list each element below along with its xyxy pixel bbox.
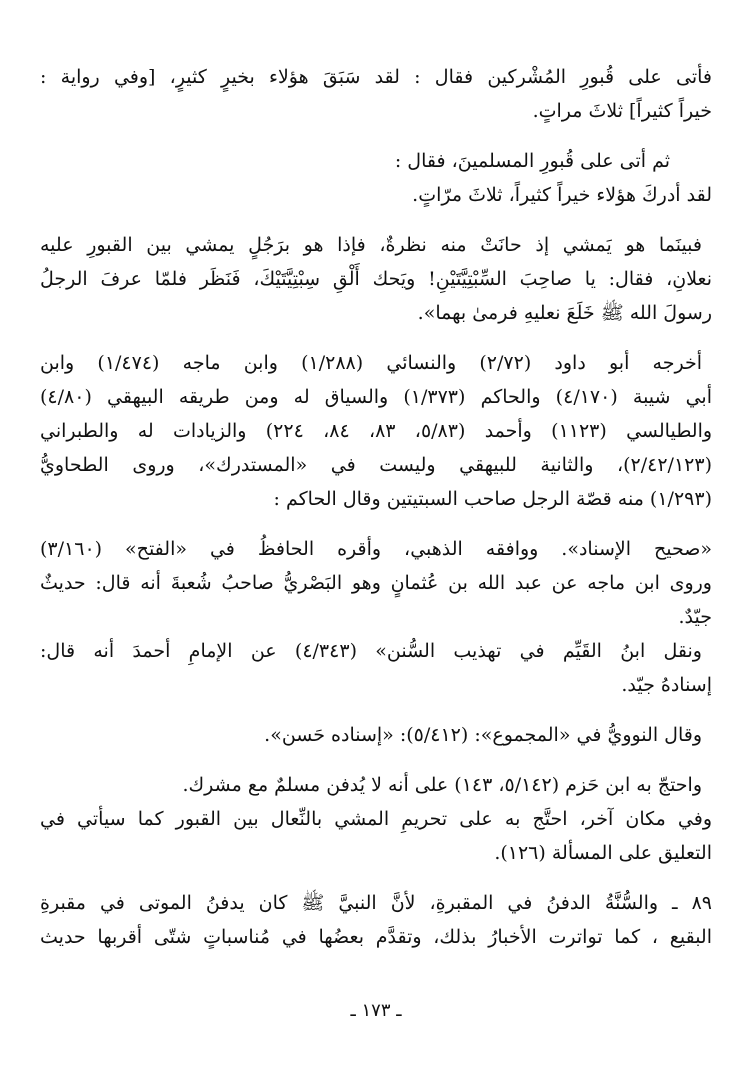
text-line: «صحيح الإسناد». ووافقه الذهبي، وأقره الحافظُ في «الفتح» (٣/١٦٠) (40, 538, 712, 560)
paragraph-ibn-hazm (40, 768, 712, 870)
text-line: لقد أدركَ هؤلاء خيراً كثيراً، ثلاثَ مرّاتٍ. (412, 184, 712, 206)
text-line: التعليق على المسألة (١٢٦). (494, 842, 712, 864)
text-line: ٨٩ ـ والسُّنَّةُ الدفنُ في المقبرةِ، لأنَّ النبيَّ ﷺ كان يدفنُ الموتى في مقبرةِ (40, 892, 712, 914)
text-line: واحتجّ به ابن حَزم (٥/١٤٢، ١٤٣) على أنه لا يُدفن مسلمٌ مع مشرك. (182, 774, 702, 796)
paragraph-sandals-story (40, 228, 712, 330)
text-line: (١/٢٩٣) منه قصّة الرجل صاحب السبتيتين وقال الحاكم : (273, 488, 712, 510)
paragraph-takhrij (40, 346, 712, 516)
text-line: فبينَما هو يَمشي إذ حانَتْ منه نظرةٌ، فإذا هو برَجُلٍ يمشي بين القبورِ عليه (40, 234, 702, 256)
text-line: ونقل ابنُ القَيِّم في تهذيب السُّنن» (٤/٣٤٣) عن الإمامِ أحمدَ أنه قال: (40, 640, 702, 662)
paragraph-muslim-graves (40, 144, 712, 212)
text-line: والطيالسي (١١٢٣) وأحمد (٥/٨٣، ٨٣، ٨٤، ٢٢٤) والزيادات له والطبراني (40, 420, 712, 442)
text-line: أبي شيبة (٤/١٧٠) والحاكم (١/٣٧٣) والسياق له ومن طريقه البيهقي (٤/٨٠) (40, 386, 712, 408)
text-line: أخرجه أبو داود (٢/٧٢) والنسائي (١/٢٨٨) وابن ماجه (١/٤٧٤) وابن (40, 352, 702, 374)
text-line: وقال النوويُّ في «المجموع»: (٥/٤١٢): «إسناده حَسن». (264, 724, 702, 746)
text-line: وروى ابن ماجه عن عبد الله بن عُثمانٍ وهو البَصْريُّ صاحبُ شُعبةَ أنه قال: حديثٌ (40, 572, 712, 594)
paragraph-grading (40, 532, 712, 702)
text-line: ثم أتى على قُبورِ المسلمينَ، فقال : (394, 150, 670, 172)
text-line: فأتى على قُبورِ المُشْركين فقال : لقد سَبَقَ هؤلاء بخيرٍ كثيرٍ، [وفي رواية : (40, 66, 712, 88)
text-line: البقيع ، كما تواترت الأخبارُ بذلك، وتقدَّم بعضُها في مُناسباتٍ شتّى أقربها حديث (40, 926, 712, 948)
paragraph-issue-89 (40, 886, 712, 954)
text-line: وفي مكان آخر، احتَّج به على تحريمِ المشي بالنِّعال بين القبور كما سيأتي في (40, 808, 712, 830)
text-line: إسنادهُ جيّد. (621, 674, 712, 696)
text-line: رسولَ الله ﷺ خَلَعَ نعليهِ فرمىٰ بهما». (417, 302, 712, 324)
text-line: خيراً كثيراً] ثلاثَ مراتٍ. (532, 100, 712, 122)
text-line: جيّدٌ. (678, 606, 712, 628)
paragraph-hadith-continuation (40, 60, 712, 128)
text-line: نعلانِ، فقال: يا صاحِبَ السِّبْتِيَّتَيْنِ! ويَحك أَلْقِ سِبْتِيَّتَيْكَ، فَنَظَر فلمّا عرفَ الرجلُ (40, 268, 712, 290)
text-line: (٢/٤٢/١٢٣)، والثانية للبيهقي وليست في «المستدرك»، وروى الطحاويُّ (40, 454, 712, 476)
page-number: ـ ١٧٣ ـ (350, 1000, 402, 1021)
paragraph-nawawi (40, 718, 712, 752)
